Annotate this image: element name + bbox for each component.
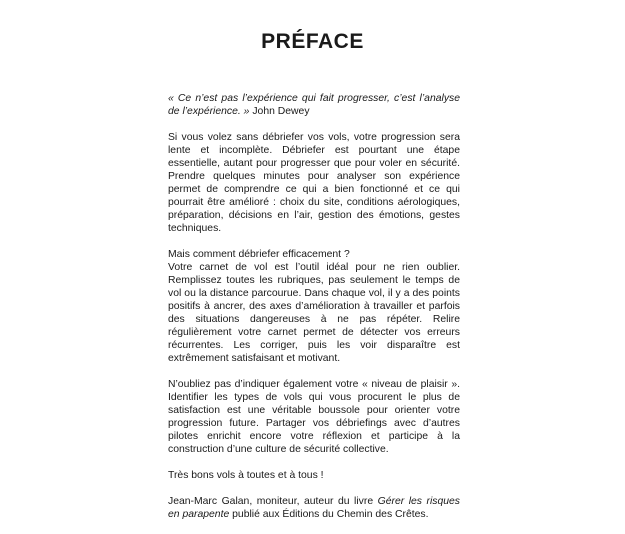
paragraph-3: N’oubliez pas d’indiquer également votre « niveau de plaisir ». Identifier les types de vols qui vous procurent le plus de satisfaction est une véritable boussole pour orienter votre progression future. Partager vos débriefings avec d’autres pilotes enrichit encore votre réflexion et participe à la construction d’une culture de sécurité collective. bbox=[168, 379, 460, 455]
epigraph-author: John Dewey bbox=[252, 106, 310, 117]
paragraph-1: Si vous volez sans débriefer vos vols, votre progression sera lente et incomplète. Débriefer est pourtant une étape essentielle, autant pour progresser que pour voler en sécurité. Prendre quelques minutes pour analyser son expérience permet de comprendre ce qui a bien fonctionné et ce qui pourrait être amélioré : choix du site, conditions aérologiques, préparation, décisions en l’air, gestion des émotions, gestes techniques. bbox=[168, 132, 460, 234]
page-title: PRÉFACE bbox=[261, 30, 364, 53]
paragraph-2-question: Mais comment débriefer efficacement ? bbox=[168, 249, 350, 260]
signature bbox=[168, 495, 460, 521]
epigraph-quote: « Ce n’est pas l’expérience qui fait progresser, c’est l’analyse de l’expérience. » bbox=[168, 93, 460, 117]
signature-book-title: Gérer les risques en parapente bbox=[168, 496, 460, 520]
signature-prefix: Jean-Marc Galan, moniteur, auteur du livre bbox=[168, 496, 378, 507]
paragraph-4: Très bons vols à toutes et à tous ! bbox=[168, 470, 324, 481]
signature-suffix: publié aux Éditions du Chemin des Crêtes. bbox=[229, 509, 429, 520]
preface-body bbox=[168, 92, 460, 534]
epigraph bbox=[168, 92, 460, 118]
paragraph-2: Votre carnet de vol est l’outil idéal pour ne rien oublier. Remplissez toutes les rubriques, pas seulement le temps de vol ou la distance parcourue. Dans chaque vol, il y a des points positifs à ancrer, des axes d’amélioration à travailler et parfois des situations dangereuses à ne pas répéter. Relire régulièrement votre carnet permet de détecter vos erreurs récurrentes. Les corriger, puis les voir disparaître est extrêmement satisfaisant et motivant. bbox=[168, 262, 460, 364]
